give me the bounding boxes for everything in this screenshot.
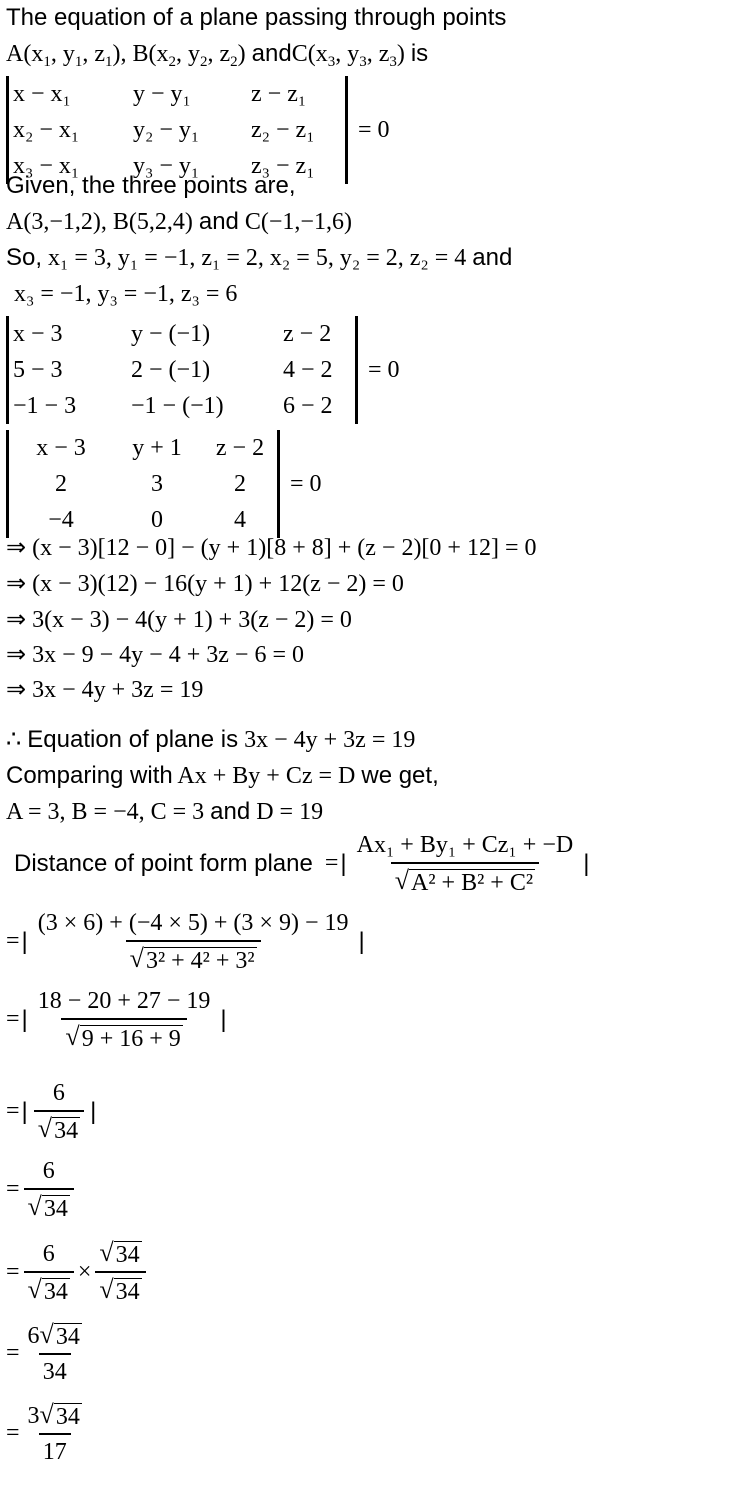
det3-cell: 2 <box>234 471 246 497</box>
simplified-2: = 6 √ 34 <box>6 1156 78 1223</box>
det1-cell: x₃ − x₁ <box>13 153 80 179</box>
det3-cell: 3 <box>151 471 163 497</box>
det2-cell: y − (−1) <box>131 321 211 347</box>
plane-equation-line: ∴ Equation of plane is 3x − 4y + 3z = 19 <box>6 726 416 753</box>
det3-cell: 4 <box>234 507 246 533</box>
det1-cell: x₂ − x₁ <box>13 117 80 143</box>
det2-cell: 6 − 2 <box>283 393 333 419</box>
coefficients-line: A = 3, B = −4, C = 3 and D = 19 <box>6 798 324 825</box>
determinant-general <box>6 76 390 184</box>
determinant-substituted <box>6 316 400 424</box>
distance-formula: Distance of point form plane = | Ax₁ + By₁ + Cz₁ + −D √ A² + B² + C² | <box>14 832 590 896</box>
det1-cell: z₃ − z₁ <box>251 153 315 179</box>
det1-cell: y₃ − y₁ <box>133 153 200 179</box>
det2-cell: 4 − 2 <box>283 357 333 383</box>
step-line: ⇒ (x − 3)(12) − 16(y + 1) + 12(z − 2) = 0 <box>6 571 404 597</box>
det3-cell: x − 3 <box>36 435 86 461</box>
step-line: ⇒ 3x − 9 − 4y − 4 + 3z − 6 = 0 <box>6 642 304 668</box>
step-line: ⇒ (x − 3)[12 − 0] − (y + 1)[8 + 8] + (z − 2)[0 + 12] = 0 <box>6 535 537 561</box>
det3-cell: 2 <box>55 471 67 497</box>
det2-cell: 5 − 3 <box>13 357 63 383</box>
determinant-simplified <box>6 430 322 538</box>
intro-text: The equation of a plane passing through points <box>6 4 507 31</box>
det1-cell: y₂ − y₁ <box>133 117 200 143</box>
det2-cell: x − 3 <box>13 321 63 347</box>
simplified-1: = | 6 √ 34 | <box>6 1080 97 1144</box>
distance-fraction: Ax₁ + By₁ + Cz₁ + −D √ A² + B² + C² <box>356 832 574 896</box>
det3-rhs: = 0 <box>290 470 322 497</box>
given-values-1: So, x₁ = 3, y₁ = −1, z₁ = 2, x₂ = 5, y₂ = 2, z₂ = 4 and <box>6 244 513 271</box>
det2-cell: 2 − (−1) <box>131 357 211 383</box>
det3-cell: −4 <box>48 507 74 533</box>
given-points: A(3,−1,2), B(5,2,4) and C(−1,−1,6) <box>6 208 352 235</box>
step-line: ⇒ 3x − 4y + 3z = 19 <box>6 677 204 703</box>
therefore-symbol: ∴ <box>6 727 22 753</box>
final-result: = 3 √ 34 17 <box>6 1400 80 1465</box>
result-1: = 6 √ 34 34 <box>6 1320 80 1385</box>
given-values-2: x₃ = −1, y₃ = −1, z₃ = 6 <box>14 281 238 307</box>
det2-cell: −1 − 3 <box>13 393 77 419</box>
rationalize: = 6 √ 34 × √ 34 √ 34 <box>6 1238 150 1306</box>
comparing-line: Comparing with Ax + By + Cz = D we get, <box>6 762 439 789</box>
step-line: ⇒ 3(x − 3) − 4(y + 1) + 3(z − 2) = 0 <box>6 607 352 633</box>
points-line: $A(x_1$, $y_1$, $z_1$), $B(x_2$, $y_2$, $z_2$) $andC(x_3$, $y_3$, $z_3$) is <box>6 40 429 70</box>
substitution-1: = | (3 × 6) + (−4 × 5) + (3 × 9) − 19 √ 3² + 4² + 3² | <box>6 910 365 974</box>
det1-cell: z − z₁ <box>251 81 307 107</box>
det1-cell: y − y₁ <box>133 81 191 107</box>
det2-cell: −1 − (−1) <box>131 393 224 419</box>
det3-cell: z − 2 <box>215 435 265 461</box>
det3-cell: y + 1 <box>132 435 182 461</box>
det1-cell: x − x₁ <box>13 81 71 107</box>
det3-cell: 0 <box>151 507 163 533</box>
given-heading: Given, the three points are, <box>6 172 296 199</box>
det2-rhs: = 0 <box>368 356 400 383</box>
substitution-2: = | 18 − 20 + 27 − 19 √ 9 + 16 + 9 | <box>6 988 227 1052</box>
det1-cell: z₂ − z₁ <box>251 117 315 143</box>
det2-cell: z − 2 <box>283 321 332 347</box>
det1-rhs: = 0 <box>358 116 390 143</box>
